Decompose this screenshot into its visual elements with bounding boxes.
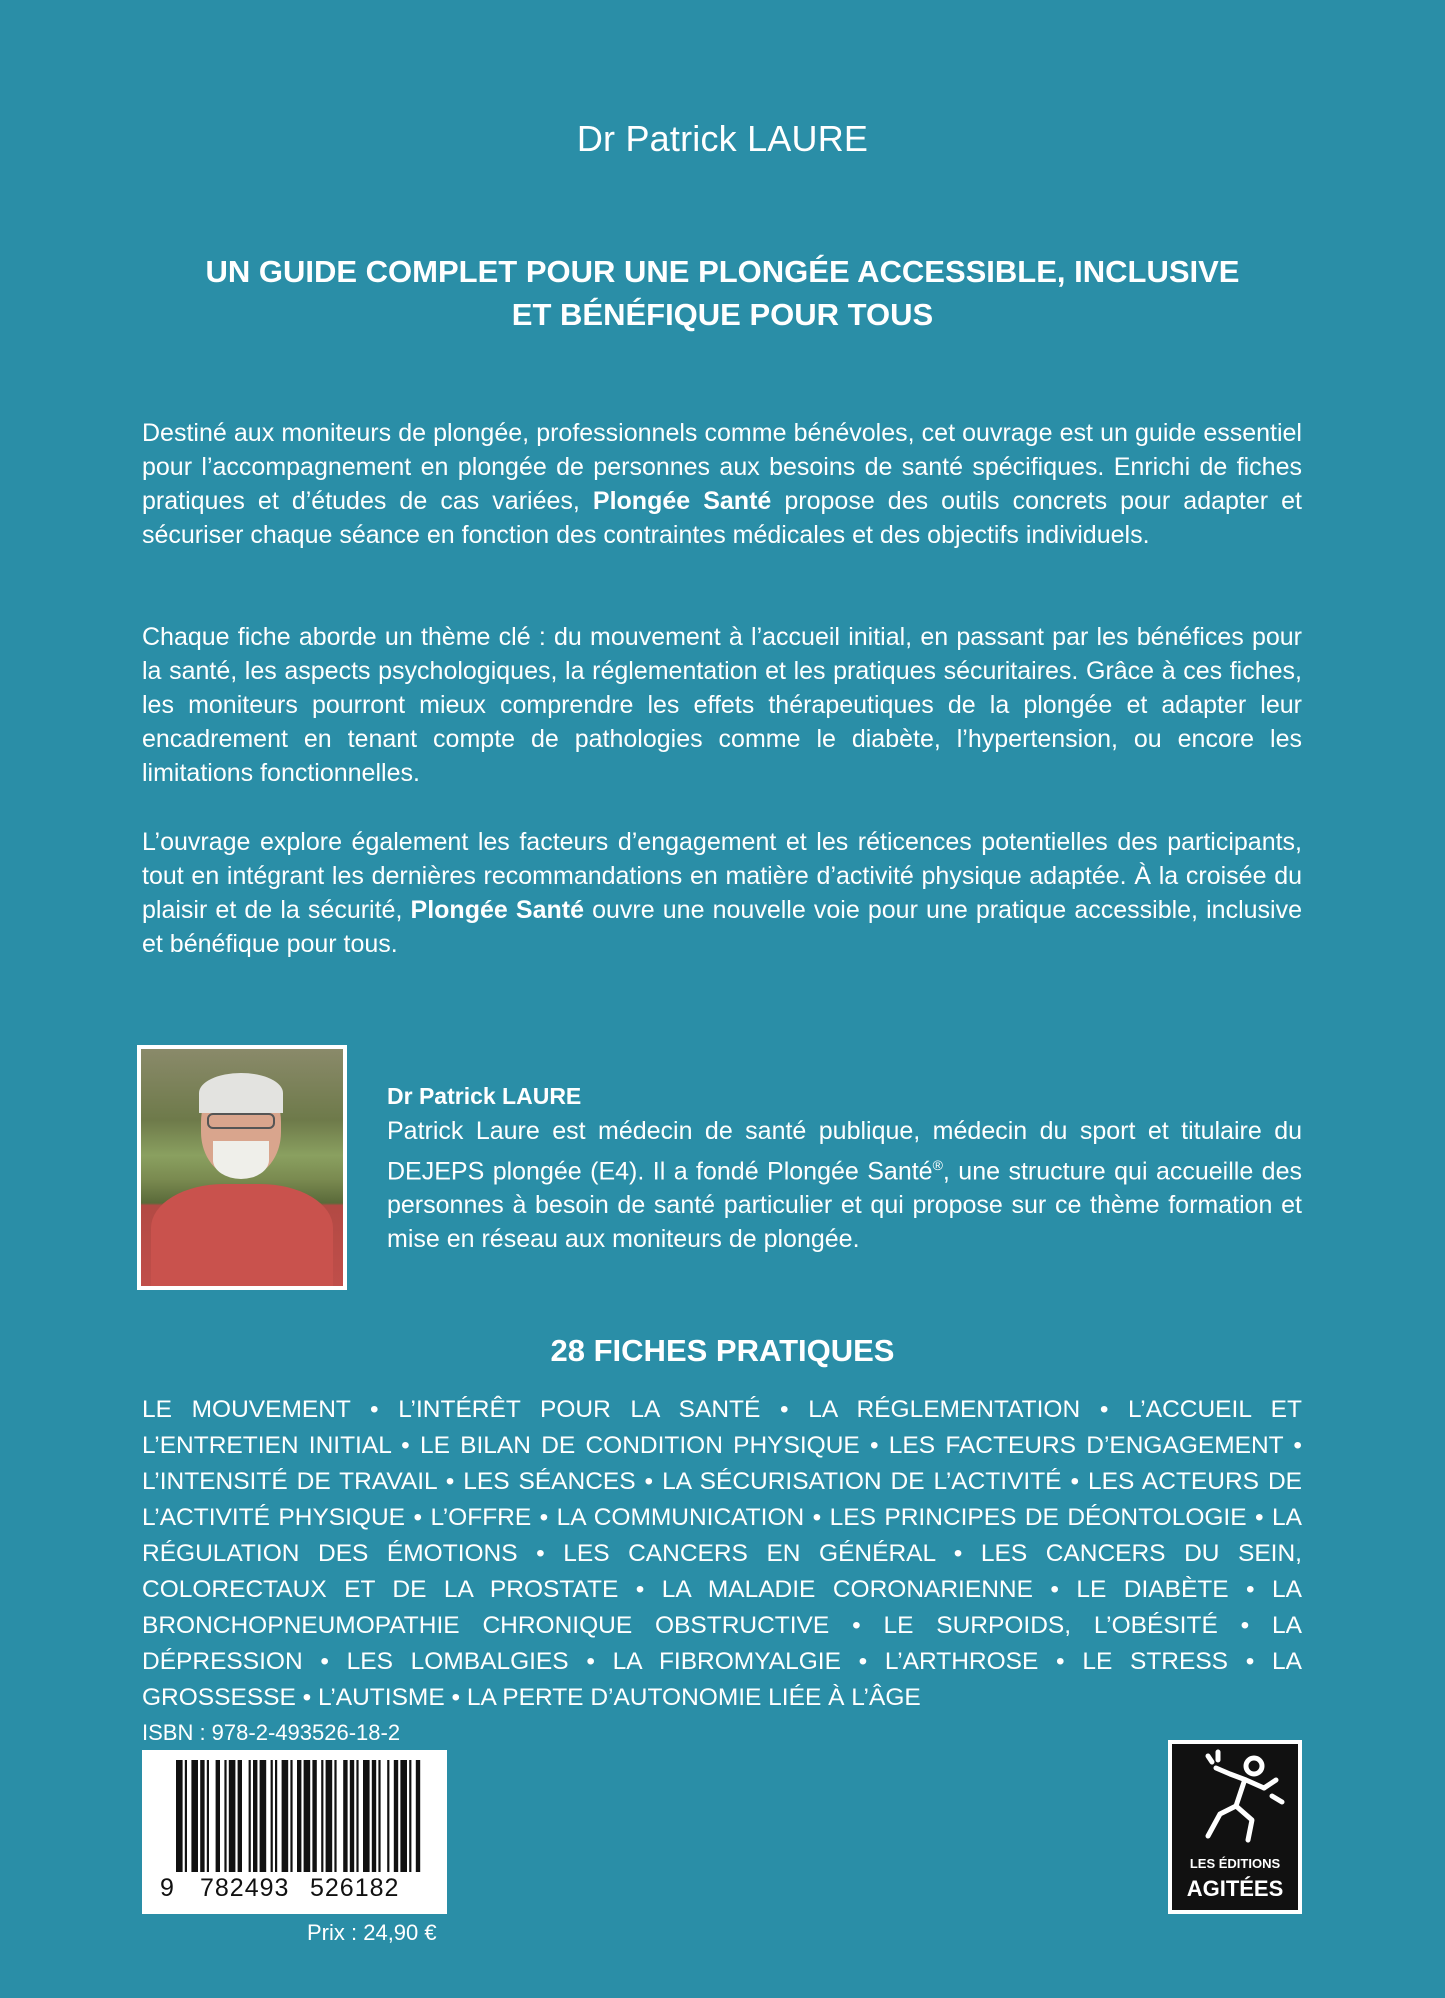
paragraph-2: Chaque fiche aborde un thème clé : du mouvement à l’accueil initial, en passant par les bénéfices pour la santé, les aspects psychologiques, la réglementation et les pratiques sécuritaires. Grâce à ces fiches, les moniteurs pourront mieux comprendre les effets thérapeutiques de la plongée et adapter leur encadrement en tenant compte de pathologies comme le diabète, l’hypertension, ou encore les limitations fonctionnelles. (142, 623, 1302, 787)
price: Prix : 24,90 € (307, 1920, 437, 1945)
bio-text-a: Patrick Laure est médecin de santé publique, médecin du sport et titulaire du DEJEPS plongée (E4). Il a fondé Plongée Santé (387, 1117, 1302, 1186)
barcode-bars (142, 1750, 447, 1874)
barcode-digit-first: 9 (160, 1874, 174, 1902)
headline (120, 250, 1325, 336)
fiches-title: 28 FICHES PRATIQUES (550, 1333, 895, 1368)
author-portrait-image (141, 1049, 343, 1286)
headline-line-2: ET BÉNÉFIQUE POUR TOUS (511, 297, 934, 332)
headline-line-1: UN GUIDE COMPLET POUR UNE PLONGÉE ACCESSIBLE, INCLUSIVE (205, 254, 1240, 289)
isbn: ISBN : 978-2-493526-18-2 (142, 1720, 401, 1745)
bio-name: Dr Patrick LAURE (387, 1083, 582, 1109)
paragraph-1-text-a: Destiné aux moniteurs de plongée, professionnels comme bénévoles, cet ouvrage est un guide essentiel pour l’accompagnement en plongée de personnes aux besoins de santé spécifiques. Enrichi de fiches pratiques et d’études de cas variées, (142, 419, 1302, 515)
fiches-list: LE MOUVEMENT • L’INTÉRÊT POUR LA SANTÉ • LA RÉGLEMENTATION • L’ACCUEIL ET L’ENTRETIEN INITIAL • LE BILAN DE CONDITION PHYSIQUE • LES FACTEURS D’ENGAGEMENT • L’INTENSITÉ DE TRAVAIL • LES SÉANCES • LA SÉCURISATION DE L’ACTIVITÉ • LES ACTEURS DE L’ACTIVITÉ PHYSIQUE • L’OFFRE • LA COMMUNICATION • LES PRINCIPES DE DÉONTOLOGIE • LA RÉGULATION DES ÉMOTIONS • LES CANCERS EN GÉNÉRAL • LES CANCERS DU SEIN, COLORECTAUX ET DE LA PROSTATE • LA MALADIE CORONARIENNE • LE DIABÈTE • LA BRONCHOPNEUMOPATHIE CHRONIQUE OBSTRUCTIVE • LE SURPOIDS, L’OBÉSITÉ • LA DÉPRESSION • LES LOMBALGIES • LA FIBROMYALGIE • L’ARTHROSE • LE STRESS • LA GROSSESSE • L’AUTISME • LA PERTE D’AUTONOMIE LIÉE À L’ÂGE (142, 1396, 1302, 1711)
author-photo (137, 1045, 347, 1290)
bio-text-b: , une structure qui accueille des personnes à besoin de santé particulier et qui propose sur ce thème formation et mise en réseau aux moniteurs de plongée. (387, 1157, 1302, 1254)
barcode-digit-group-2: 526182 (310, 1874, 400, 1902)
barcode-digit-group-1: 782493 (200, 1874, 290, 1902)
paragraph-3-bold: Plongée Santé (410, 896, 584, 924)
paragraph-3-text-a: L’ouvrage explore également les facteurs d’engagement et les réticences potentielles des participants, tout en intégrant les dernières recommandations en matière d’activité physique adaptée. À la croisée du plaisir et de la sécurité, (142, 828, 1302, 924)
publisher-line-1: LES ÉDITIONS (1189, 1856, 1281, 1871)
publisher-logo (1168, 1740, 1302, 1914)
paragraph-3 (142, 825, 1302, 961)
barcode (142, 1750, 447, 1914)
paragraph-3-text-b: ouvre une nouvelle voie pour une pratique accessible, inclusive et bénéfique pour tous. (142, 896, 1303, 958)
paragraph-1-bold: Plongée Santé (592, 487, 772, 515)
bio-text (387, 1114, 1302, 1256)
publisher-line-2: AGITÉES (1186, 1876, 1284, 1901)
author-name-top: Dr Patrick LAURE (576, 118, 869, 159)
registered-mark: ® (932, 1157, 943, 1173)
paragraph-1 (142, 416, 1302, 552)
paragraph-1-text-b: propose des outils concrets pour adapter et sécuriser chaque séance en fonction des contraintes médicales et des objectifs individuels. (142, 487, 1303, 549)
running-figure-icon (1172, 1744, 1298, 1854)
